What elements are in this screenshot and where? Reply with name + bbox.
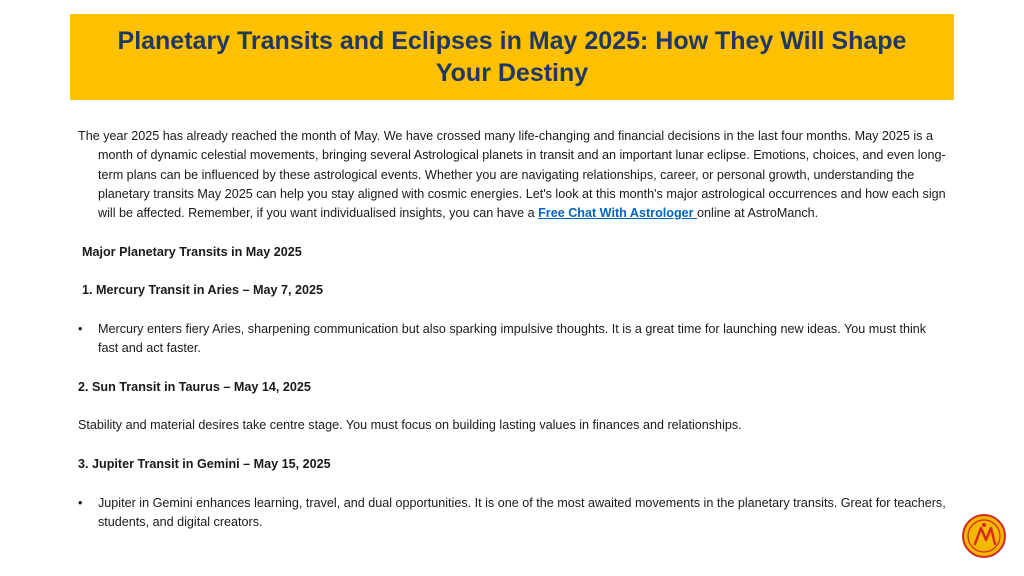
intro-after-link: online at AstroManch. — [697, 206, 819, 221]
free-chat-link[interactable]: Free Chat With Astrologer — [538, 206, 698, 221]
transit-heading-mercury: 1. Mercury Transit in Aries – May 7, 2025 — [82, 283, 324, 298]
transit-body-sun: Stability and material desires take centre stage. You must focus on building lasting values in finances and relationships. — [78, 418, 742, 433]
intro-text: The year 2025 has already reached the month of May. We have crossed many life-changing and financial decisions in the last four months. May 2025 is a month of dynamic celestial movements, bringing several Astrological planets in transit and an important lunar eclipse. Emotions, choices, and even long-term plans can be influenced by these astrological events. Whether you are navigating relationships, career, or personal growth, understanding the planetary transits May 2025 can help you stay aligned with cosmic energies. Let's look at this month's major astrological occurrences and how each sign will be affected. Remember, if you want individualised insights, you can have a — [78, 129, 946, 221]
transit-body-mercury: Mercury enters fiery Aries, sharpening communication but also sparking impulsive thoughts. It is a great time for launching new ideas. You must think fast and act faster. — [98, 321, 927, 356]
transit-body-jupiter: Jupiter in Gemini enhances learning, travel, and dual opportunities. It is one of the most awaited movements in the planetary transits. Great for teachers, students, and digital creators. — [98, 495, 946, 529]
transit-heading-jupiter: 3. Jupiter Transit in Gemini – May 15, 2025 — [78, 457, 331, 472]
title-banner — [70, 14, 954, 100]
article-body — [78, 127, 948, 532]
transit-bullet-jupiter — [78, 494, 948, 533]
astromanch-logo-icon — [962, 514, 1006, 558]
transit-bullet-mercury — [78, 320, 948, 359]
page-title: Planetary Transits and Eclipses in May 2025: How They Will Shape Your Destiny — [117, 27, 907, 87]
bullet-icon: • — [78, 321, 83, 336]
transit-heading-sun: 2. Sun Transit in Taurus – May 14, 2025 — [78, 379, 311, 394]
section-heading: Major Planetary Transits in May 2025 — [82, 244, 302, 259]
intro-paragraph — [78, 127, 948, 223]
bullet-icon: • — [78, 495, 83, 510]
